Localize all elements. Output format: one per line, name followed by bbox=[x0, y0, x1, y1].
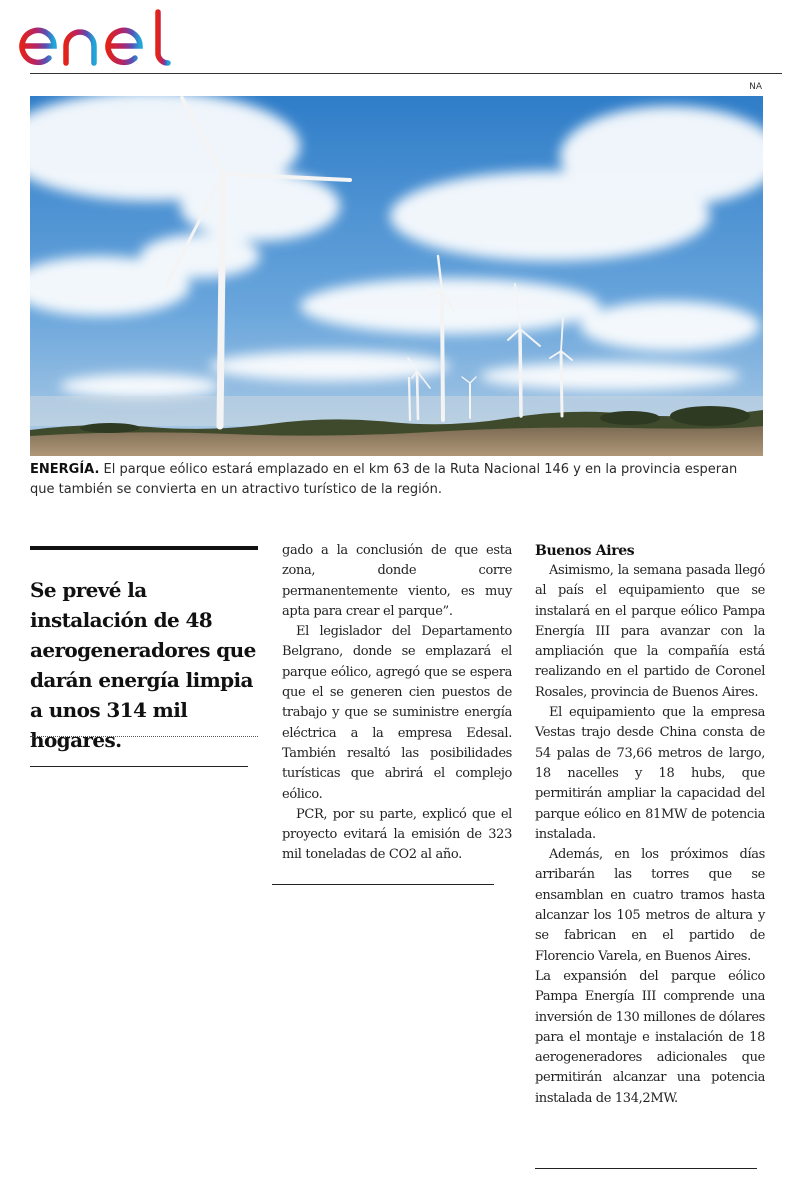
column-3-end-rule bbox=[535, 1168, 757, 1169]
enel-logo bbox=[16, 6, 176, 68]
pull-quote: Se prevé la instalación de 48 aerogeneradores que darán energía limpia a unos 314 mil hogares. bbox=[30, 578, 256, 752]
pull-quote-bottom-rule bbox=[30, 766, 248, 767]
pull-quote-top-rule bbox=[30, 546, 258, 550]
column-3-paragraph: Asimismo, la semana pasada llegó al país el equipamiento que se instalará en el parque eólico Pampa Energía III para avanzar con la ampliación que la compañía está realizando en el partido de Coronel Rosales, provincia de Buenos Aires. bbox=[535, 563, 765, 700]
section-subhead: Buenos Aires bbox=[535, 543, 635, 559]
column-3-paragraph: El equipamiento que la empresa Vestas trajo desde China consta de 54 palas de 73,66 metros de largo, 18 nacelles y 18 hubs, que permitirán ampliar la capacidad del parque eólico en 81MW de potencia instalada. bbox=[535, 705, 765, 842]
pull-quote-dotted-rule bbox=[30, 736, 258, 737]
article-column-2 bbox=[282, 541, 512, 866]
header-rule bbox=[30, 73, 782, 74]
column-3-paragraph: La expansión del parque eólico Pampa Energía III comprende una inversión de 130 millones de dólares para el montaje e instalación de 18 aerogeneradores adicionales que permitirán alcanzar una potencia instalada de 134,2MW. bbox=[535, 968, 765, 1106]
photo-caption bbox=[30, 460, 765, 500]
column-2-paragraph: PCR, por su parte, explicó que el proyecto evitará la emisión de 323 mil toneladas de CO2 al año. bbox=[282, 806, 512, 863]
column-2-paragraph: El legislador del Departamento Belgrano, donde se emplazará el parque eólico, agregó que se espera que el se generen cien puestos de trabajo y que se suministre energía eléctrica a la empresa Edesal. También resaltó las posibilidades turísticas que abrirá el complejo eólico. bbox=[282, 624, 512, 802]
caption-lead: ENERGÍA. bbox=[30, 462, 100, 477]
column-2-paragraph: gado a la conclusión de que esta zona, donde corre permanentemente viento, es muy apta para crear el parque”. bbox=[282, 543, 512, 619]
photo-credit: NA bbox=[749, 82, 762, 92]
wind-farm-photo bbox=[30, 96, 763, 456]
caption-text: El parque eólico estará emplazado en el km 63 de la Ruta Nacional 146 y en la provincia esperan que también se convierta en un atractivo turístico de la región. bbox=[30, 462, 738, 497]
article-column-3 bbox=[535, 541, 765, 1109]
column-3-paragraph: Además, en los próximos días arribarán las torres que se ensamblan en cuatro tramos hasta alcanzar los 105 metros de altura y se fabrican en el partido de Florencio Varela, en Buenos Aires. bbox=[535, 847, 765, 964]
column-2-end-rule bbox=[272, 884, 494, 885]
